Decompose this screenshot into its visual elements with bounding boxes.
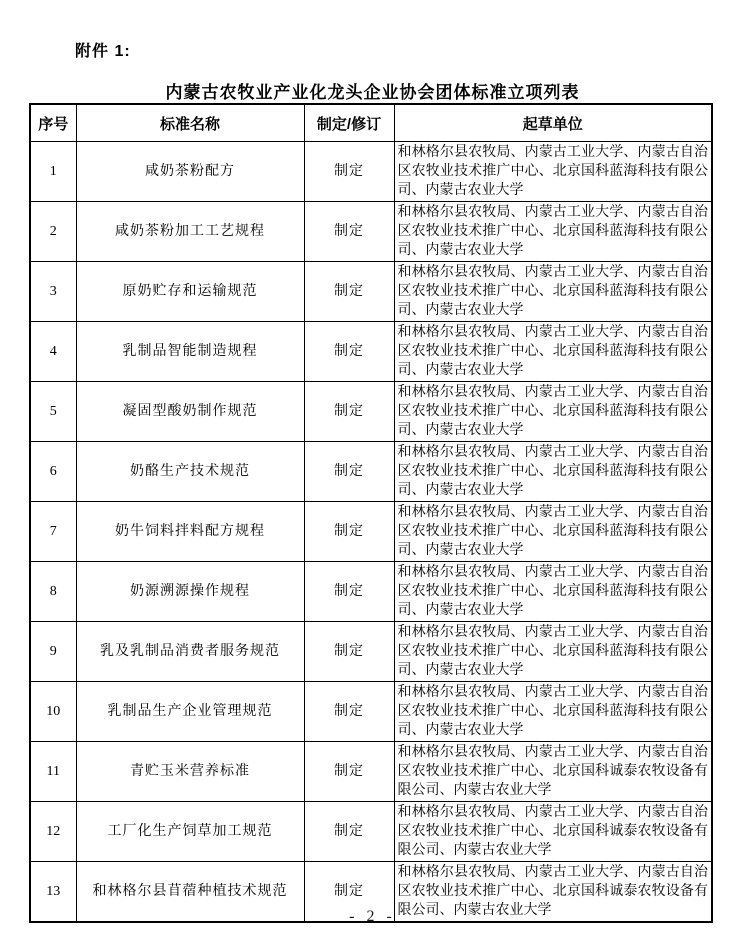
row-serial-number: 2	[30, 202, 76, 262]
table-row	[30, 322, 712, 382]
row-serial-number: 6	[30, 442, 76, 502]
standard-name: 原奶贮存和运输规范	[76, 262, 304, 322]
standard-name: 青贮玉米营养标准	[76, 742, 304, 802]
col-header-standard-name: 标准名称	[76, 104, 304, 142]
formulate-revise: 制定	[304, 802, 394, 862]
row-serial-number: 1	[30, 142, 76, 202]
formulate-revise: 制定	[304, 262, 394, 322]
drafting-unit: 和林格尔县农牧局、内蒙古工业大学、内蒙古自治区农牧业技术推广中心、北京国科蓝海科技有限公司、内蒙古农业大学	[394, 562, 712, 622]
table-row	[30, 502, 712, 562]
table-header-row	[30, 104, 712, 142]
table-row	[30, 262, 712, 322]
standards-table	[29, 103, 713, 923]
standard-name: 奶酪生产技术规范	[76, 442, 304, 502]
row-serial-number: 5	[30, 382, 76, 442]
drafting-unit: 和林格尔县农牧局、内蒙古工业大学、内蒙古自治区农牧业技术推广中心、北京国科蓝海科技有限公司、内蒙古农业大学	[394, 442, 712, 502]
page-number: - 2 -	[349, 908, 396, 925]
drafting-unit: 和林格尔县农牧局、内蒙古工业大学、内蒙古自治区农牧业技术推广中心、北京国科蓝海科技有限公司、内蒙古农业大学	[394, 382, 712, 442]
row-serial-number: 9	[30, 622, 76, 682]
standard-name: 乳制品生产企业管理规范	[76, 682, 304, 742]
table-row	[30, 562, 712, 622]
formulate-revise: 制定	[304, 442, 394, 502]
table-row	[30, 682, 712, 742]
standard-name: 工厂化生产饲草加工规范	[76, 802, 304, 862]
formulate-revise: 制定	[304, 742, 394, 802]
formulate-revise: 制定	[304, 682, 394, 742]
row-serial-number: 3	[30, 262, 76, 322]
attachment-label: 附件 1:	[75, 43, 131, 60]
table-row	[30, 202, 712, 262]
drafting-unit: 和林格尔县农牧局、内蒙古工业大学、内蒙古自治区农牧业技术推广中心、北京国科诚泰农牧设备有限公司、内蒙古农业大学	[394, 742, 712, 802]
formulate-revise: 制定	[304, 142, 394, 202]
table-row	[30, 142, 712, 202]
row-serial-number: 13	[30, 862, 76, 923]
standard-name: 奶源溯源操作规程	[76, 562, 304, 622]
page-title: 内蒙古农牧业产业化龙头企业协会团体标准立项列表	[165, 83, 580, 102]
row-serial-number: 8	[30, 562, 76, 622]
standard-name: 奶牛饲料拌料配方规程	[76, 502, 304, 562]
table-row	[30, 742, 712, 802]
formulate-revise: 制定	[304, 382, 394, 442]
standard-name: 凝固型酸奶制作规范	[76, 382, 304, 442]
formulate-revise: 制定	[304, 502, 394, 562]
standard-name: 乳制品智能制造规程	[76, 322, 304, 382]
formulate-revise: 制定	[304, 562, 394, 622]
drafting-unit: 和林格尔县农牧局、内蒙古工业大学、内蒙古自治区农牧业技术推广中心、北京国科蓝海科技有限公司、内蒙古农业大学	[394, 622, 712, 682]
drafting-unit: 和林格尔县农牧局、内蒙古工业大学、内蒙古自治区农牧业技术推广中心、北京国科蓝海科技有限公司、内蒙古农业大学	[394, 322, 712, 382]
drafting-unit: 和林格尔县农牧局、内蒙古工业大学、内蒙古自治区农牧业技术推广中心、北京国科蓝海科技有限公司、内蒙古农业大学	[394, 202, 712, 262]
drafting-unit: 和林格尔县农牧局、内蒙古工业大学、内蒙古自治区农牧业技术推广中心、北京国科诚泰农牧设备有限公司、内蒙古农业大学	[394, 802, 712, 862]
formulate-revise: 制定	[304, 862, 394, 923]
formulate-revise: 制定	[304, 622, 394, 682]
standard-name: 和林格尔县苜蓿种植技术规范	[76, 862, 304, 923]
col-header-drafting-unit: 起草单位	[394, 104, 712, 142]
row-serial-number: 10	[30, 682, 76, 742]
drafting-unit: 和林格尔县农牧局、内蒙古工业大学、内蒙古自治区农牧业技术推广中心、北京国科蓝海科技有限公司、内蒙古农业大学	[394, 682, 712, 742]
row-serial-number: 4	[30, 322, 76, 382]
table-row	[30, 802, 712, 862]
table-row	[30, 442, 712, 502]
col-header-formulate-revise: 制定/修订	[304, 104, 394, 142]
standard-name: 咸奶茶粉配方	[76, 142, 304, 202]
drafting-unit: 和林格尔县农牧局、内蒙古工业大学、内蒙古自治区农牧业技术推广中心、北京国科蓝海科技有限公司、内蒙古农业大学	[394, 142, 712, 202]
formulate-revise: 制定	[304, 322, 394, 382]
standard-name: 乳及乳制品消费者服务规范	[76, 622, 304, 682]
row-serial-number: 11	[30, 742, 76, 802]
drafting-unit: 和林格尔县农牧局、内蒙古工业大学、内蒙古自治区农牧业技术推广中心、北京国科蓝海科技有限公司、内蒙古农业大学	[394, 262, 712, 322]
drafting-unit: 和林格尔县农牧局、内蒙古工业大学、内蒙古自治区农牧业技术推广中心、北京国科蓝海科技有限公司、内蒙古农业大学	[394, 502, 712, 562]
row-serial-number: 7	[30, 502, 76, 562]
table-row	[30, 382, 712, 442]
formulate-revise: 制定	[304, 202, 394, 262]
col-header-serial-number: 序号	[30, 104, 76, 142]
row-serial-number: 12	[30, 802, 76, 862]
table-row	[30, 622, 712, 682]
drafting-unit: 和林格尔县农牧局、内蒙古工业大学、内蒙古自治区农牧业技术推广中心、北京国科诚泰农牧设备有限公司、内蒙古农业大学	[394, 862, 712, 923]
standard-name: 咸奶茶粉加工工艺规程	[76, 202, 304, 262]
